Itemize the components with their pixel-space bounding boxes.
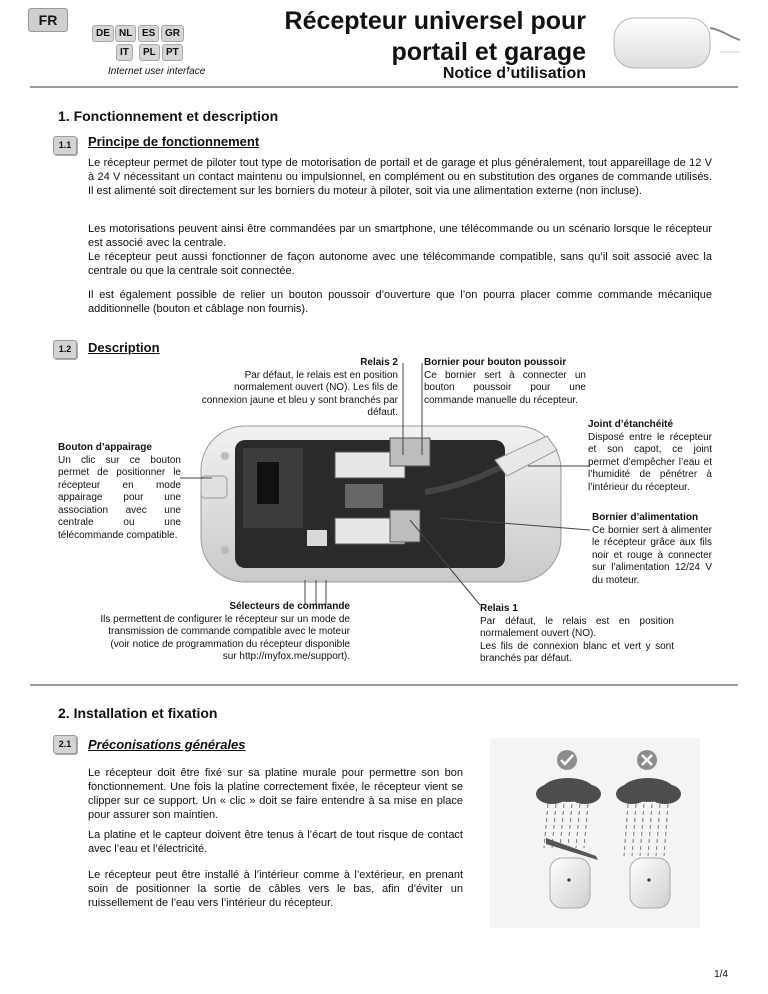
language-badge-pl[interactable]: PL [139, 44, 160, 61]
section-2-1-title: Préconisations générales [88, 737, 246, 752]
language-badge-pt[interactable]: PT [162, 44, 183, 61]
label-alim-text: Ce bornier sert à alimenter le récepteur grâce aux fils noir et rouge à connecter sur l’alimentation 12/24 V du moteur. [592, 524, 712, 586]
paragraph-principe-1: Le récepteur permet de piloter tout type de motorisation de portail et de garage et plus généralement, tout appareillage de 12 V à 24 V nécessitant un contact maintenu ou impulsionnel, en complément ou en substitution des organes de commande utilisés. Il est alimenté soit directement sur les borniers du moteur à piloter, soit via une alimentation externe (non incluse). [88, 157, 712, 197]
label-appairage-text: Un clic sur ce bouton permet de positionner le récepteur en mode appairage pour une association avec une centrale ou une télécommande compatible. [58, 454, 181, 541]
label-joint [588, 419, 712, 494]
cross-icon [637, 750, 657, 770]
label-bornier-bp-title: Bornier pour bouton poussoir [424, 357, 567, 368]
label-bouton-appairage [58, 442, 181, 542]
language-badge-gr[interactable]: GR [161, 25, 184, 42]
paragraph-principe-3: Il est également possible de relier un bouton poussoir d’ouverture que l’on pourra placer comme commande mécanique additionnelle (bouton et câblage non fournis). [88, 289, 712, 315]
label-selecteurs-text: Ils permettent de configurer le récepteur sur un mode de transmission de commande compatible avec le moteur (voir notice de programmation du récepteur disponible sur http://myfox.me/support). [100, 613, 350, 662]
label-bornier-bouton-poussoir [424, 357, 586, 407]
interface-note: Internet user interface [108, 66, 206, 77]
document-subtitle: Notice d’utilisation [442, 65, 586, 82]
label-relais-1-text-1: Par défaut, le relais est en position normalement ouvert (NO). [480, 615, 674, 639]
label-relais-2-title: Relais 2 [360, 357, 398, 368]
paragraph-preco-3: Le récepteur peut être installé à l’intérieur comme à l’extérieur, en prenant soin de positionner la sortie de câbles vers le bas, afin d’éviter un ruissellement de l’eau vers l’intérieur du récepteur. [88, 869, 463, 909]
label-selecteurs-title: Sélecteurs de commande [229, 601, 350, 612]
paragraph-principe-2b: Le récepteur peut aussi fonctionner de façon autonome avec une télécommande compatible, sans qu’il soit associé avec la centrale ou que la centrale soit connectée. [88, 251, 712, 277]
label-relais-2-text: Par défaut, le relais est en position normalement ouvert (NO). Les fils de connexion jaune et bleu y sont branchés par défaut. [201, 369, 398, 418]
section-divider [30, 684, 738, 686]
label-joint-text: Disposé entre le récepteur et son capot, ce joint permet d’empêcher l’eau et l’humidité de pénétrer à l’intérieur du récepteur. [588, 431, 712, 493]
receiver-icon [550, 858, 590, 908]
label-relais-2 [198, 357, 398, 420]
language-badge-it[interactable]: IT [116, 44, 133, 61]
label-relais-1-title: Relais 1 [480, 603, 518, 614]
check-icon [557, 750, 577, 770]
paragraph-principe-2a: Les motorisations peuvent ainsi être commandées par un smartphone, une télécommande ou un scénario lorsque le récepteur est associé avec la centrale. [88, 223, 712, 249]
label-bornier-alimentation [592, 512, 712, 587]
section-1-2-title: Description [88, 340, 160, 355]
label-relais-1 [480, 603, 674, 666]
page-number: 1/4 [714, 969, 728, 980]
section-1-1-title: Principe de fonctionnement [88, 134, 260, 149]
label-relais-1-text-2: Les fils de connexion blanc et vert y sont branchés par défaut. [480, 640, 674, 664]
language-badge-nl[interactable]: NL [115, 25, 136, 42]
language-badge-es[interactable]: ES [138, 25, 159, 42]
label-joint-title: Joint d’étanchéité [588, 419, 674, 430]
language-badge-de[interactable]: DE [92, 25, 114, 42]
section-1-title: 1. Fonctionnement et description [58, 108, 279, 124]
paragraph-preco-2: La platine et le capteur doivent être tenus à l’écart de tout risque de contact avec l’eau et l’électricité. [88, 829, 463, 855]
installation-illustration [490, 738, 700, 928]
section-1-1-badge: 1.1 [53, 136, 77, 155]
title-line-1: Récepteur universel pour [284, 7, 586, 35]
language-badge-fr[interactable]: FR [28, 8, 68, 32]
receiver-icon [630, 858, 670, 908]
label-alim-title: Bornier d’alimentation [592, 512, 699, 523]
section-2-title: 2. Installation et fixation [58, 705, 218, 721]
title-line-2: portail et garage [391, 38, 586, 66]
section-2-1-badge: 2.1 [53, 735, 77, 754]
label-appairage-title: Bouton d’appairage [58, 442, 152, 453]
label-selecteurs [100, 601, 350, 664]
section-1-2-badge: 1.2 [53, 340, 77, 359]
label-bornier-bp-text: Ce bornier sert à connecter un bouton poussoir pour une commande manuelle du récepteur. [424, 369, 586, 406]
paragraph-preco-1: Le récepteur doit être fixé sur sa platine murale pour permettre son bon fonctionnement. Une fois la platine correctement fixée, le récepteur vient se clipper sur ce support. Un « clic » doit se faire entendre à sa mise en place pour assurer son maintien. [88, 767, 463, 821]
